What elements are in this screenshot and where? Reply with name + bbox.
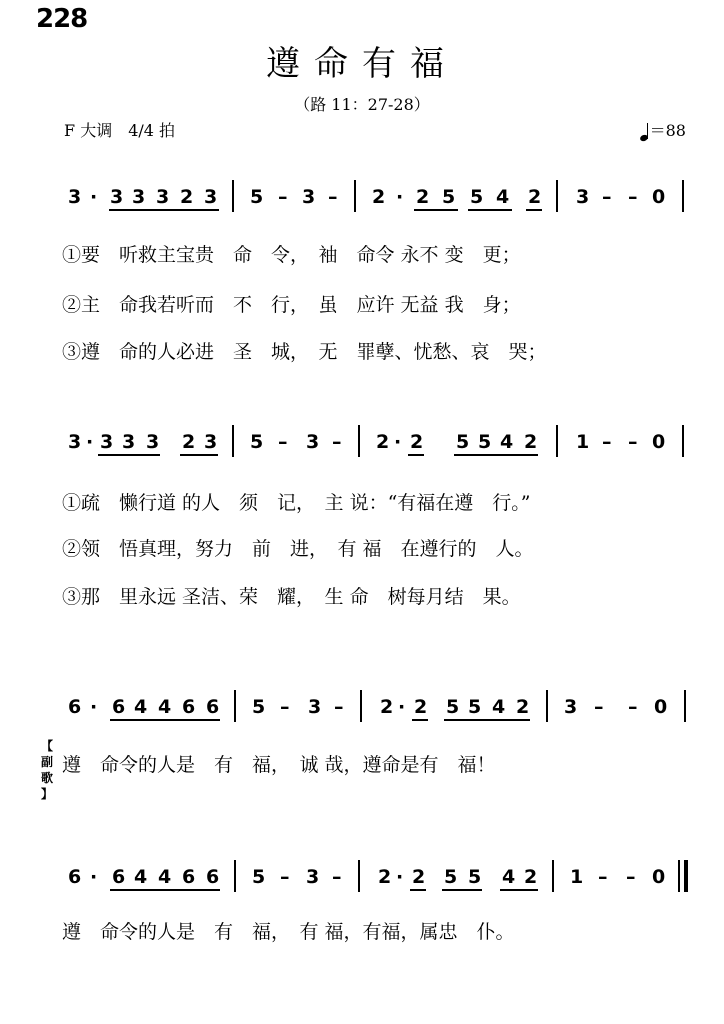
lyric-line: ③遵 命的人必进 圣 城， 无 罪孽、忧愁、哀 哭； bbox=[62, 341, 547, 363]
lyric-line: ②主 命我若听而 不 行， 虽 应许 无益 我 身； bbox=[62, 294, 521, 316]
notation-line-1: 3 · 3 3 3 2 3 5 – 3 – 2 · 2 5 5 4 2 3 – – 0 bbox=[0, 180, 724, 216]
notation-line-4: 6 · 6 4 4 6 6 5 – 3 – 2 · 2 5 5 4 2 1 – – 0 bbox=[0, 860, 724, 896]
quarter-note-icon bbox=[640, 123, 650, 141]
lyric-line: 遵 命令的人是 有 福， 诚 哉，遵命是有 福！ bbox=[62, 754, 496, 776]
page-number: 228 bbox=[36, 4, 88, 34]
song-title: 遵命有福 bbox=[266, 44, 458, 84]
lyric-line: ③那 里永远 圣洁、荣 耀， 生 命 树每月结 果。 bbox=[62, 586, 521, 608]
lyric-line: ①要 听救主宝贵 命 令， 袖 命令 永不 变 更； bbox=[62, 244, 521, 266]
tempo-marking bbox=[640, 118, 686, 141]
lyric-line: 遵 命令的人是 有 福， 有 福，有福，属忠 仆。 bbox=[62, 921, 515, 943]
notation-line-2: 3 · 3 3 3 2 3 5 – 3 – 2 · 2 5 5 4 2 1 – – 0 bbox=[0, 425, 724, 461]
scripture-reference: （路 11：27-28） bbox=[294, 95, 430, 114]
tempo-value: ＝88 bbox=[649, 121, 686, 140]
chorus-label: 【 副 歌 】 bbox=[40, 739, 53, 801]
key-time-signature: F 大调 4/4 拍 bbox=[64, 121, 176, 140]
notation-line-3: 6 · 6 4 4 6 6 5 – 3 – 2 · 2 5 5 4 2 3 – – 0 bbox=[0, 690, 724, 726]
lyric-line: ②领 悟真理，努力 前 进， 有 福 在遵行的 人。 bbox=[62, 538, 534, 560]
lyric-line: ①疏 懒行道 的人 须 记， 主 说：“有福在遵 行。” bbox=[62, 492, 531, 514]
